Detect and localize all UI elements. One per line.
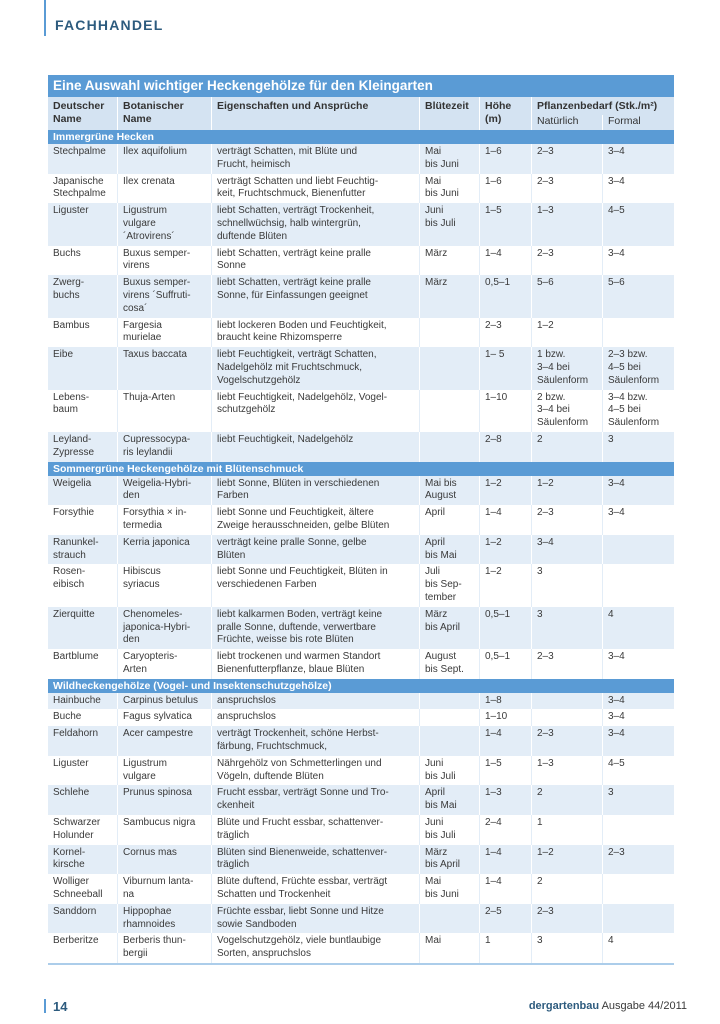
table-row <box>48 709 674 726</box>
cell-bluetezeit: April <box>420 505 480 535</box>
table-row <box>48 756 674 786</box>
cell-formal: 5–6 <box>608 277 625 289</box>
cell-deutsch: Hainbuche <box>48 693 118 710</box>
cell-hoehe: 2–8 <box>480 432 532 462</box>
cell-hoehe: 1–4 <box>480 505 532 535</box>
cell-bluetezeit: März bis April <box>420 607 480 649</box>
cell-eigenschaften: liebt kalkarmen Boden, verträgt keine pralle Sonne, duftende, verwertbare Früchte, weisse bis rote Blüten <box>212 607 420 649</box>
cell-formal: 3 <box>608 787 614 799</box>
cell-bluetezeit: März <box>420 275 480 317</box>
cell-formal: 3–4 <box>608 175 625 187</box>
cell-hoehe: 1 <box>480 933 532 963</box>
cell-deutsch: Schlehe <box>48 785 118 815</box>
cell-hoehe: 1–4 <box>480 845 532 875</box>
cell-natuerlich: 2 <box>532 785 603 815</box>
cell-deutsch: Leyland- Zypresse <box>48 432 118 462</box>
cell-eigenschaften: Frucht essbar, verträgt Sonne und Tro- ckenheit <box>212 785 420 815</box>
cell-deutsch: Liguster <box>48 203 118 245</box>
cell-deutsch: Feldahorn <box>48 726 118 756</box>
cell-hoehe: 1–5 <box>480 756 532 786</box>
col-header-deutsch: Deutscher Name <box>48 97 118 130</box>
page-number: 14 <box>53 999 68 1014</box>
table-row <box>48 505 674 535</box>
col-header-bluetezeit: Blütezeit <box>420 97 480 130</box>
table-header <box>48 97 674 130</box>
cell-deutsch: Rosen- eibisch <box>48 564 118 606</box>
cell-botanisch: Thuja-Arten <box>118 390 212 432</box>
cell-eigenschaften: Blüte und Frucht essbar, schattenver- träglich <box>212 815 420 845</box>
cell-formal: 3–4 <box>608 694 625 706</box>
cell-deutsch: Eibe <box>48 347 118 389</box>
cell-eigenschaften: liebt Feuchtigkeit, Nadelgehölz <box>212 432 420 462</box>
table-row <box>48 815 674 845</box>
table-row <box>48 649 674 679</box>
cell-botanisch: Taxus baccata <box>118 347 212 389</box>
table-body <box>48 130 674 963</box>
cell-natuerlich: 3–4 <box>532 535 603 565</box>
col-header-eigenschaften: Eigenschaften und Ansprüche <box>212 97 420 130</box>
cell-deutsch: Liguster <box>48 756 118 786</box>
cell-deutsch: Lebens- baum <box>48 390 118 432</box>
cell-botanisch: Hippophae rhamnoides <box>118 904 212 934</box>
header-accent-bar <box>44 0 46 36</box>
cell-bluetezeit <box>420 347 480 389</box>
cell-eigenschaften: Blüten sind Bienenweide, schattenver- träglich <box>212 845 420 875</box>
cell-hoehe: 2–3 <box>480 318 532 348</box>
cell-bluetezeit: April bis Mai <box>420 535 480 565</box>
cell-hoehe: 1–2 <box>480 564 532 606</box>
cell-eigenschaften: liebt Sonne und Feuchtigkeit, ältere Zweige herausschneiden, gelbe Blüten <box>212 505 420 535</box>
cell-formal <box>603 535 674 565</box>
cell-formal: 3–4 <box>608 146 625 157</box>
cell-eigenschaften: liebt trockenen und warmen Standort Bienenfutterpflanze, blaue Blüten <box>212 649 420 679</box>
cell-natuerlich: 1 <box>532 815 603 845</box>
cell-botanisch: Ilex crenata <box>118 174 212 204</box>
cell-natuerlich: 1–3 <box>532 756 603 786</box>
cell-formal: 4–5 <box>608 205 625 217</box>
cell-botanisch: Berberis thun- bergii <box>118 933 212 963</box>
cell-bluetezeit: Mai <box>420 933 480 963</box>
cell-deutsch: Berberitze <box>48 933 118 963</box>
cell-formal: 3 <box>608 433 614 445</box>
col-header-natuerlich: Natürlich <box>532 115 603 130</box>
cell-hoehe: 1–4 <box>480 726 532 756</box>
cell-natuerlich: 1 bzw. 3–4 bei Säulenform <box>532 347 603 389</box>
cell-bluetezeit <box>420 904 480 934</box>
cell-botanisch: Ligustrum vulgare ´Atrovirens´ <box>118 203 212 245</box>
cell-eigenschaften: verträgt Trockenheit, schöne Herbst- färbung, Fruchtschmuck, <box>212 726 420 756</box>
cell-hoehe: 1–2 <box>480 476 532 506</box>
cell-natuerlich: 2–3 <box>532 144 603 174</box>
cell-formal: 3–4 bzw. 4–5 bei Säulenform <box>608 391 660 429</box>
table-row <box>48 174 674 204</box>
issue-label: Ausgabe 44/2011 <box>601 1000 687 1012</box>
cell-natuerlich: 3 <box>532 564 603 606</box>
cell-hoehe: 1–2 <box>480 535 532 565</box>
cell-deutsch: Bartblume <box>48 649 118 679</box>
cell-deutsch: Stechpalme <box>48 144 118 174</box>
cell-formal <box>603 318 674 348</box>
table-row <box>48 203 674 245</box>
cell-deutsch: Ranunkel- strauch <box>48 535 118 565</box>
footer-accent-bar <box>44 999 46 1013</box>
cell-eigenschaften: liebt lockeren Boden und Feuchtigkeit, braucht keine Rhizomsperre <box>212 318 420 348</box>
hedge-table <box>48 75 674 965</box>
cell-bluetezeit: Mai bis Juni <box>420 874 480 904</box>
cell-botanisch: Fagus sylvatica <box>118 709 212 726</box>
cell-botanisch: Caryopteris- Arten <box>118 649 212 679</box>
cell-natuerlich: 2 <box>532 432 603 462</box>
cell-natuerlich: 1–2 <box>532 476 603 506</box>
cell-bluetezeit: Mai bis August <box>420 476 480 506</box>
cell-natuerlich: 2–3 <box>532 649 603 679</box>
table-row <box>48 144 674 174</box>
cell-formal: 3–4 <box>608 247 625 259</box>
cell-hoehe: 1–3 <box>480 785 532 815</box>
cell-deutsch: Wolliger Schneeball <box>48 874 118 904</box>
cell-formal: 3–4 <box>608 507 625 519</box>
cell-botanisch: Chenomeles- japonica-Hybri- den <box>118 607 212 649</box>
cell-deutsch: Zwerg- buchs <box>48 275 118 317</box>
table-row <box>48 535 674 565</box>
cell-eigenschaften: liebt Schatten, verträgt keine pralle Sonne, für Einfassungen geeignet <box>212 275 420 317</box>
cell-formal: 4 <box>608 935 614 947</box>
cell-deutsch: Buche <box>48 709 118 726</box>
cell-bluetezeit: Juni bis Juli <box>420 203 480 245</box>
table-row <box>48 390 674 432</box>
cell-hoehe: 1–6 <box>480 174 532 204</box>
cell-bluetezeit: Mai bis Juni <box>420 174 480 204</box>
cell-bluetezeit: Mai bis Juni <box>420 144 480 174</box>
cell-deutsch: Kornel- kirsche <box>48 845 118 875</box>
cell-formal: 3–4 <box>608 651 625 663</box>
cell-formal: 3–4 <box>608 711 625 723</box>
cell-natuerlich: 3 <box>532 933 603 963</box>
cell-botanisch: Weigelia-Hybri- den <box>118 476 212 506</box>
cell-bluetezeit <box>420 693 480 710</box>
cell-natuerlich: 3 <box>532 607 603 649</box>
cell-botanisch: Ligustrum vulgare <box>118 756 212 786</box>
cell-deutsch: Forsythie <box>48 505 118 535</box>
table-row <box>48 785 674 815</box>
col-header-hoehe: Höhe (m) <box>480 97 532 130</box>
table-row <box>48 318 674 348</box>
table-row <box>48 476 674 506</box>
cell-botanisch: Viburnum lanta- na <box>118 874 212 904</box>
cell-hoehe: 2–4 <box>480 815 532 845</box>
cell-bluetezeit <box>420 709 480 726</box>
cell-natuerlich: 5–6 <box>532 275 603 317</box>
table-row <box>48 845 674 875</box>
col-header-formal: Formal <box>608 115 641 127</box>
cell-hoehe: 1–4 <box>480 874 532 904</box>
cell-natuerlich: 1–2 <box>532 845 603 875</box>
table-row <box>48 874 674 904</box>
cell-hoehe: 0,5–1 <box>480 607 532 649</box>
cell-deutsch: Sanddorn <box>48 904 118 934</box>
cell-natuerlich <box>532 709 603 726</box>
cell-natuerlich: 2–3 <box>532 904 603 934</box>
cell-bluetezeit: April bis Mai <box>420 785 480 815</box>
table-title: Eine Auswahl wichtiger Heckengehölze für den Kleingarten <box>48 75 674 97</box>
section-label: FACHHANDEL <box>55 17 164 33</box>
section-header: Immergrüne Hecken <box>48 130 674 144</box>
cell-bluetezeit: August bis Sept. <box>420 649 480 679</box>
bedarf-title: Pflanzenbedarf (Stk./m²) <box>537 100 658 112</box>
cell-botanisch: Ilex aquifolium <box>118 144 212 174</box>
cell-deutsch: Bambus <box>48 318 118 348</box>
cell-hoehe: 1–10 <box>480 709 532 726</box>
table-row <box>48 275 674 317</box>
table-bottom-rule <box>48 963 674 965</box>
cell-eigenschaften: Blüte duftend, Früchte essbar, verträgt Schatten und Trockenheit <box>212 874 420 904</box>
cell-natuerlich: 2–3 <box>532 174 603 204</box>
cell-eigenschaften: Nährgehölz von Schmetterlingen und Vögeln, duftende Blüten <box>212 756 420 786</box>
cell-eigenschaften: verträgt Schatten und liebt Feuchtig- keit, Fruchtschmuck, Bienenfutter <box>212 174 420 204</box>
col-header-botanisch: Botanischer Name <box>118 97 212 130</box>
cell-botanisch: Acer campestre <box>118 726 212 756</box>
cell-formal <box>603 874 674 904</box>
cell-bluetezeit: Juni bis Juli <box>420 815 480 845</box>
cell-eigenschaften: liebt Feuchtigkeit, verträgt Schatten, Nadelgehölz mit Fruchtschmuck, Vogelschutzgehölz <box>212 347 420 389</box>
cell-deutsch: Buchs <box>48 246 118 276</box>
cell-eigenschaften: liebt Sonne und Feuchtigkeit, Blüten in verschiedenen Farben <box>212 564 420 606</box>
cell-formal: 4 <box>608 608 614 620</box>
cell-eigenschaften: liebt Sonne, Blüten in verschiedenen Farben <box>212 476 420 506</box>
table-row <box>48 693 674 710</box>
cell-botanisch: Carpinus betulus <box>118 693 212 710</box>
cell-eigenschaften: Vogelschutzgehölz, viele buntlaubige Sorten, anspruchslos <box>212 933 420 963</box>
cell-hoehe: 0,5–1 <box>480 649 532 679</box>
table-row <box>48 904 674 934</box>
cell-deutsch: Schwarzer Holunder <box>48 815 118 845</box>
cell-eigenschaften: liebt Schatten, verträgt Trockenheit, schnellwüchsig, halb wintergrün, duftende Blüten <box>212 203 420 245</box>
cell-bluetezeit: Juni bis Juli <box>420 756 480 786</box>
publication-name: dergartenbau <box>528 1000 600 1012</box>
cell-botanisch: Fargesia murielae <box>118 318 212 348</box>
section-header: Wildheckengehölze (Vogel- und Insektenschutzgehölze) <box>48 679 674 693</box>
cell-hoehe: 2–5 <box>480 904 532 934</box>
cell-natuerlich: 2–3 <box>532 505 603 535</box>
cell-formal: 2–3 bzw. 4–5 bei Säulenform <box>608 349 660 386</box>
cell-natuerlich: 1–2 <box>532 318 603 348</box>
cell-eigenschaften: Früchte essbar, liebt Sonne und Hitze sowie Sandboden <box>212 904 420 934</box>
cell-bluetezeit <box>420 390 480 432</box>
cell-eigenschaften: liebt Schatten, verträgt keine pralle Sonne <box>212 246 420 276</box>
cell-formal: 3–4 <box>608 728 625 740</box>
cell-deutsch: Japanische Stechpalme <box>48 174 118 204</box>
table-row <box>48 933 674 963</box>
cell-botanisch: Forsythia × in- termedia <box>118 505 212 535</box>
cell-botanisch: Cornus mas <box>118 845 212 875</box>
cell-hoehe: 1–4 <box>480 246 532 276</box>
cell-eigenschaften: anspruchslos <box>212 693 420 710</box>
cell-deutsch: Zierquitte <box>48 607 118 649</box>
cell-natuerlich: 2–3 <box>532 726 603 756</box>
col-header-bedarf <box>532 97 674 130</box>
cell-deutsch: Weigelia <box>48 476 118 506</box>
cell-formal <box>603 815 674 845</box>
cell-botanisch: Cupressocypa- ris leylandii <box>118 432 212 462</box>
cell-formal: 3–4 <box>608 477 625 489</box>
cell-natuerlich: 2–3 <box>532 246 603 276</box>
cell-bluetezeit <box>420 726 480 756</box>
cell-botanisch: Sambucus nigra <box>118 815 212 845</box>
cell-hoehe: 1–6 <box>480 144 532 174</box>
cell-hoehe: 1– 5 <box>480 347 532 389</box>
table-row <box>48 726 674 756</box>
cell-botanisch: Buxus semper- virens <box>118 246 212 276</box>
cell-formal <box>603 564 674 606</box>
publication-info <box>529 1000 687 1012</box>
cell-natuerlich: 2 <box>532 874 603 904</box>
table-row <box>48 347 674 389</box>
cell-hoehe: 1–10 <box>480 390 532 432</box>
cell-natuerlich: 2 bzw. 3–4 bei Säulenform <box>532 390 603 432</box>
cell-bluetezeit <box>420 318 480 348</box>
cell-bluetezeit <box>420 432 480 462</box>
cell-botanisch: Kerria japonica <box>118 535 212 565</box>
cell-bluetezeit: März <box>420 246 480 276</box>
cell-formal <box>603 904 674 934</box>
cell-hoehe: 0,5–1 <box>480 275 532 317</box>
cell-botanisch: Hibiscus syriacus <box>118 564 212 606</box>
section-header: Sommergrüne Heckengehölze mit Blütenschmuck <box>48 462 674 476</box>
cell-eigenschaften: anspruchslos <box>212 709 420 726</box>
cell-natuerlich: 1–3 <box>532 203 603 245</box>
cell-botanisch: Buxus semper- virens ´Suffruti- cosa´ <box>118 275 212 317</box>
cell-hoehe: 1–5 <box>480 203 532 245</box>
cell-eigenschaften: verträgt keine pralle Sonne, gelbe Blüten <box>212 535 420 565</box>
table-row <box>48 246 674 276</box>
cell-bluetezeit: Juli bis Sep- tember <box>420 564 480 606</box>
cell-hoehe: 1–8 <box>480 693 532 710</box>
cell-bluetezeit: März bis April <box>420 845 480 875</box>
cell-eigenschaften: liebt Feuchtigkeit, Nadelgehölz, Vogel- schutzgehölz <box>212 390 420 432</box>
cell-natuerlich <box>532 693 603 710</box>
cell-formal: 4–5 <box>608 757 625 769</box>
table-row <box>48 432 674 462</box>
cell-formal: 2–3 <box>608 846 625 858</box>
table-row <box>48 564 674 606</box>
cell-botanisch: Prunus spinosa <box>118 785 212 815</box>
table-row <box>48 607 674 649</box>
cell-eigenschaften: verträgt Schatten, mit Blüte und Frucht, heimisch <box>212 144 420 174</box>
